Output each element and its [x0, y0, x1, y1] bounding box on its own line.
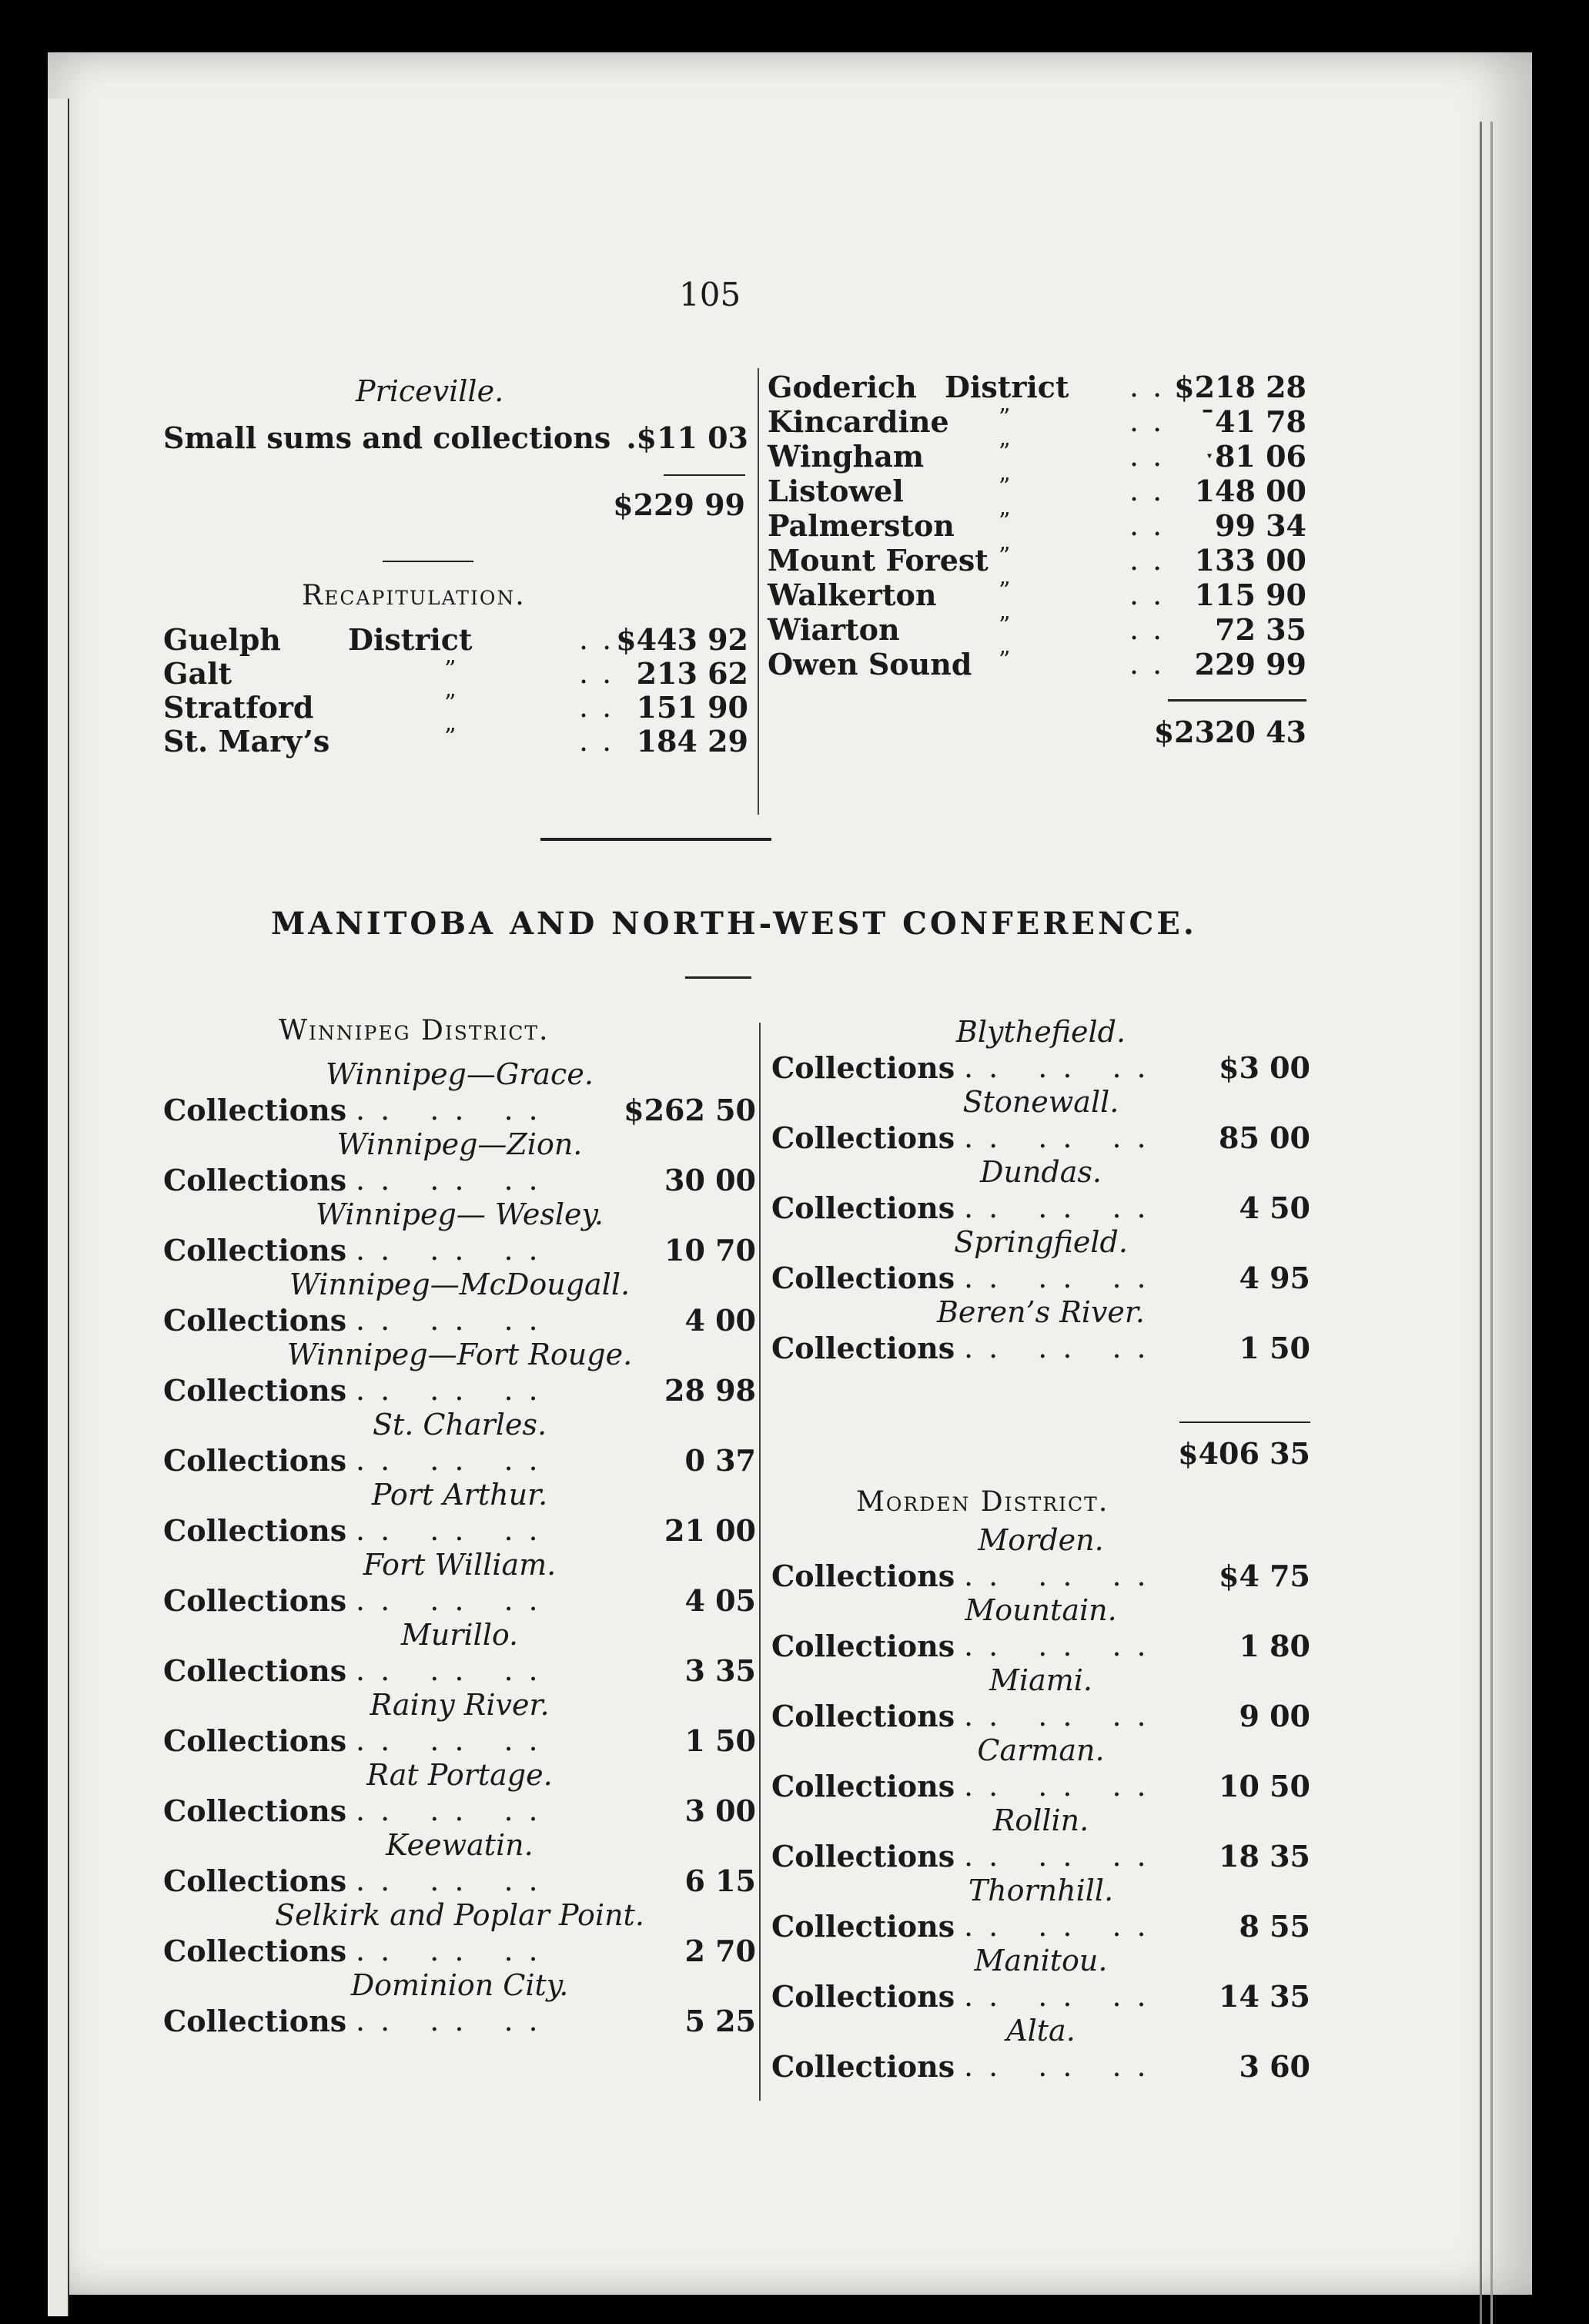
location-name: Beren’s River.	[937, 1295, 1145, 1329]
priceville-total: $229 99	[613, 487, 745, 522]
leader-dots: .. .. ..	[356, 1513, 554, 1547]
leader-dots: ..	[1129, 404, 1176, 438]
ditto-mark: ”	[444, 690, 457, 717]
amount: 4 95	[1239, 1261, 1310, 1295]
amount: 2 70	[684, 1934, 756, 1968]
leader-dots: .. .. ..	[356, 1793, 554, 1827]
collections-label: Collections	[771, 1769, 955, 1803]
location-name: Winnipeg— Wesley.	[316, 1197, 604, 1231]
location-name: Morden.	[978, 1523, 1104, 1557]
collection-line	[771, 1261, 1310, 1294]
collections-label: Collections	[163, 1653, 347, 1688]
conference-separator	[540, 838, 771, 841]
table-row	[768, 474, 1306, 507]
collection-entry	[771, 1295, 1310, 1366]
leader-dots: ..	[1129, 647, 1176, 681]
collections-label: Collections	[771, 1190, 955, 1225]
morden-district-title: Morden District.	[856, 1486, 1109, 1518]
page-number: 105	[679, 276, 741, 313]
amount: 10 70	[664, 1233, 756, 1267]
amount: 3 00	[684, 1793, 756, 1828]
section-rule	[383, 561, 473, 562]
ditto-mark: ”	[999, 612, 1011, 639]
collection-line	[771, 1190, 1310, 1224]
collection-entry	[163, 1618, 756, 1689]
amount: 4 50	[1239, 1190, 1310, 1225]
table-row	[163, 656, 748, 690]
amount: 85 00	[1219, 1120, 1310, 1155]
column-divider	[758, 368, 759, 815]
collections-label: Collections	[163, 1233, 347, 1267]
leader-dots: .. .. ..	[964, 1839, 1162, 1873]
amount: 30 00	[664, 1163, 756, 1197]
collection-line	[771, 1699, 1310, 1733]
collection-entry	[771, 1015, 1310, 1086]
location-name: Rollin.	[992, 1803, 1089, 1837]
location-name: Manitou.	[974, 1944, 1108, 1977]
collection-entry	[163, 1127, 756, 1198]
location-name: Rat Portage.	[366, 1758, 553, 1792]
leader-dots: ..	[579, 724, 626, 758]
leader-dots: .. .. ..	[964, 1120, 1162, 1154]
collection-line	[771, 1839, 1310, 1873]
location-name: Miami.	[989, 1663, 1092, 1697]
collection-entry	[771, 1523, 1310, 1594]
district-name: Kincardine	[768, 404, 949, 439]
location-name: Mountain.	[965, 1593, 1117, 1627]
column-divider	[759, 1023, 761, 2101]
leader-dots: .. .. ..	[964, 1331, 1162, 1365]
conference-title: MANITOBA AND NORTH-WEST CONFERENCE.	[271, 906, 1197, 942]
collection-entry	[771, 1225, 1310, 1296]
amount: 5 25	[684, 2004, 756, 2038]
collection-line	[771, 1629, 1310, 1663]
district-name: Wingham	[768, 439, 925, 474]
leader-dots: .. .. ..	[964, 1979, 1162, 2013]
location-name: Winnipeg—Grace.	[326, 1057, 594, 1091]
sum-rule	[664, 474, 745, 476]
ditto-mark: ”	[999, 474, 1011, 501]
collection-entry	[771, 1155, 1310, 1226]
amount: 3 35	[684, 1653, 756, 1688]
page-edge-line	[1490, 122, 1493, 2324]
amount: 10 50	[1219, 1769, 1310, 1803]
district-word: District	[348, 622, 473, 657]
collection-line	[163, 1864, 756, 1897]
collections-label: Collections	[163, 1864, 347, 1898]
amount: 9 00	[1239, 1699, 1310, 1733]
small-sums-amount: .$11 03	[626, 420, 748, 455]
collection-line	[771, 1050, 1310, 1084]
collection-line	[771, 2049, 1310, 2083]
location-name: Stonewall.	[962, 1085, 1119, 1119]
collections-label: Collections	[163, 1443, 347, 1478]
leader-dots: .. .. ..	[356, 1233, 554, 1267]
leader-dots: .. .. ..	[964, 1050, 1162, 1084]
location-name: Selkirk and Poplar Point.	[275, 1898, 644, 1932]
collections-label: Collections	[771, 1909, 955, 1944]
district-name: Walkerton	[768, 578, 937, 612]
collections-label: Collections	[771, 1261, 955, 1295]
leader-dots: ..	[1129, 612, 1176, 646]
district-name: Wiarton	[768, 612, 900, 647]
location-name: Winnipeg—McDougall.	[289, 1267, 631, 1301]
location-name: Murillo.	[400, 1618, 519, 1652]
grand-total: $2320 43	[1153, 715, 1306, 749]
ditto-mark: ”	[999, 508, 1011, 535]
amount: 0 37	[684, 1443, 756, 1478]
collection-entry	[163, 1478, 756, 1549]
collections-label: Collections	[771, 1979, 955, 2014]
collection-entry	[163, 1968, 756, 2039]
amount: 72 35	[1215, 612, 1306, 647]
collections-label: Collections	[771, 1331, 955, 1365]
location-name: Springfield.	[954, 1225, 1128, 1259]
location-name: Keewatin.	[386, 1828, 534, 1862]
leader-dots: .. .. ..	[964, 1559, 1162, 1592]
collections-label: Collections	[163, 1373, 347, 1408]
leader-dots: .. .. ..	[964, 2049, 1162, 2083]
collection-entry	[771, 1733, 1310, 1804]
collection-line	[163, 1163, 756, 1197]
collection-line	[163, 1233, 756, 1267]
collection-entry	[771, 1663, 1310, 1734]
leader-dots: .. .. ..	[356, 1934, 554, 1967]
ditto-mark: ”	[444, 724, 457, 751]
collections-label: Collections	[163, 1723, 347, 1758]
collection-line	[163, 1583, 756, 1617]
ditto-mark: ”	[999, 404, 1011, 431]
amount: 8 55	[1239, 1909, 1310, 1944]
amount: $262 50	[624, 1093, 756, 1127]
collection-entry	[163, 1338, 756, 1408]
amount: $443 92	[616, 622, 748, 657]
leader-dots: .. .. ..	[356, 1163, 554, 1197]
collection-line	[163, 1303, 756, 1337]
district-word: District	[945, 370, 1069, 404]
total-rule	[1168, 699, 1306, 702]
amount: 1 80	[1239, 1629, 1310, 1663]
collections-label: Collections	[163, 1934, 347, 1968]
small-sums-label: Small sums and collections	[163, 420, 611, 455]
winnipeg-total: $406 35	[1178, 1436, 1310, 1471]
ditto-mark: ”	[444, 656, 457, 683]
district-name: St. Mary’s	[163, 724, 330, 758]
winnipeg-total-row	[1141, 1436, 1310, 1470]
collections-label: Collections	[163, 1513, 347, 1548]
ditto-mark: ”	[999, 647, 1011, 674]
collection-entry	[163, 1688, 756, 1759]
collection-line	[771, 1909, 1310, 1943]
heading-rule	[685, 976, 751, 979]
amount: 4 05	[684, 1583, 756, 1618]
table-row	[768, 647, 1306, 681]
collection-entry	[771, 1944, 1310, 2014]
collection-entry	[163, 1408, 756, 1478]
location-name: Winnipeg—Zion.	[336, 1127, 583, 1161]
location-name: Winnipeg—Fort Rouge.	[286, 1338, 633, 1371]
table-row	[768, 543, 1306, 577]
collections-label: Collections	[163, 1163, 347, 1197]
amount: 148 00	[1194, 474, 1306, 508]
location-name: Dundas.	[980, 1155, 1102, 1189]
leader-dots: .. .. ..	[964, 1909, 1162, 1943]
collection-line	[771, 1979, 1310, 2013]
leader-dots: .. .. ..	[964, 1261, 1162, 1294]
collection-line	[163, 1093, 756, 1127]
table-row	[768, 508, 1306, 542]
collection-entry	[771, 1874, 1310, 1944]
collection-entry	[771, 2014, 1310, 2085]
table-row	[768, 404, 1306, 438]
district-name: Guelph	[163, 622, 281, 657]
collection-entry	[163, 1548, 756, 1619]
amount: 184 29	[636, 724, 748, 758]
collection-line	[163, 1443, 756, 1477]
leader-dots: .. .. ..	[356, 1653, 554, 1687]
collection-line	[771, 1120, 1310, 1154]
leader-dots: .. .. ..	[356, 2004, 554, 2038]
collections-label: Collections	[771, 1559, 955, 1593]
collection-line	[163, 1934, 756, 1967]
collections-label: Collections	[163, 1583, 347, 1618]
district-name: Palmerston	[768, 508, 955, 543]
amount: $3 00	[1219, 1050, 1310, 1085]
collection-line	[163, 1373, 756, 1407]
amount: 28 98	[664, 1373, 756, 1408]
priceville-title: Priceville.	[356, 374, 504, 408]
table-row	[768, 612, 1306, 646]
table-row	[163, 622, 748, 656]
amount: 1 50	[1239, 1331, 1310, 1365]
leader-dots: .. .. ..	[356, 1093, 554, 1127]
district-name: Stratford	[163, 690, 314, 725]
collections-label: Collections	[163, 2004, 347, 2038]
grand-total-row	[1126, 715, 1306, 748]
collections-label: Collections	[771, 1120, 955, 1155]
collections-label: Collections	[771, 2049, 955, 2084]
collections-label: Collections	[163, 1093, 347, 1127]
collection-entry	[163, 1267, 756, 1338]
scanned-page	[48, 52, 1532, 2295]
collection-line	[163, 1793, 756, 1827]
location-name: Carman.	[977, 1733, 1105, 1767]
leader-dots: .. .. ..	[356, 1864, 554, 1897]
priceville-total-row	[571, 487, 745, 521]
collection-entry	[163, 1828, 756, 1899]
leader-dots: .. .. ..	[964, 1769, 1162, 1803]
table-row	[163, 690, 748, 724]
collections-label: Collections	[771, 1699, 955, 1733]
location-name: Fort William.	[363, 1548, 557, 1582]
amount: 133 00	[1194, 543, 1306, 578]
location-name: Rainy River.	[370, 1688, 550, 1722]
amount: $4 75	[1219, 1559, 1310, 1593]
district-name: Mount Forest	[768, 543, 989, 578]
leader-dots: .. .. ..	[964, 1629, 1162, 1663]
collection-entry	[771, 1593, 1310, 1664]
leader-dots: .. .. ..	[356, 1303, 554, 1337]
collection-line	[771, 1331, 1310, 1365]
collections-label: Collections	[163, 1303, 347, 1338]
small-sums-row	[163, 420, 748, 454]
collection-line	[771, 1559, 1310, 1592]
amount: 99 34	[1215, 508, 1306, 543]
location-name: Blythefield.	[955, 1015, 1126, 1049]
leader-dots: .. .. ..	[356, 1583, 554, 1617]
amount: 229 99	[1194, 647, 1306, 681]
leader-dots: ..	[579, 690, 626, 724]
amount: 14 35	[1219, 1979, 1310, 2014]
collection-entry	[163, 1057, 756, 1128]
leader-dots: ..	[1129, 439, 1176, 473]
collection-entry	[163, 1758, 756, 1829]
table-row	[768, 578, 1306, 611]
leader-dots: .. .. ..	[964, 1699, 1162, 1733]
location-name: Port Arthur.	[371, 1478, 548, 1512]
leader-dots: ..	[579, 656, 626, 690]
binding-edge	[48, 99, 69, 2316]
district-name: Goderich	[768, 370, 917, 404]
recap-title: Recapitulation.	[302, 580, 526, 611]
collection-line	[163, 2004, 756, 2038]
table-row	[768, 370, 1306, 404]
location-name: Alta.	[1006, 2014, 1076, 2048]
collection-line	[771, 1769, 1310, 1803]
amount: ˉ41 78	[1200, 404, 1306, 439]
leader-dots: ..	[579, 622, 626, 656]
collection-line	[163, 1653, 756, 1687]
collection-entry	[771, 1803, 1310, 1874]
collections-label: Collections	[771, 1050, 955, 1085]
ditto-mark: ”	[999, 543, 1011, 570]
leader-dots: .. .. ..	[356, 1723, 554, 1757]
district-name: Owen Sound	[768, 647, 972, 681]
amount: 213 62	[636, 656, 748, 691]
collections-label: Collections	[163, 1793, 347, 1828]
leader-dots: ..	[1129, 370, 1176, 404]
collection-entry	[163, 1197, 756, 1268]
leader-dots: .. .. ..	[356, 1373, 554, 1407]
table-row	[163, 724, 748, 758]
page-edge-line	[1480, 122, 1482, 2324]
location-name: Thornhill.	[968, 1874, 1114, 1907]
district-name: Listowel	[768, 474, 904, 508]
ditto-mark: ”	[999, 578, 1011, 604]
leader-dots: ..	[1129, 508, 1176, 542]
collection-entry	[771, 1085, 1310, 1156]
leader-dots: ..	[1129, 543, 1176, 577]
collections-label: Collections	[771, 1839, 955, 1874]
leader-dots: ..	[1129, 578, 1176, 611]
amount: 115 90	[1194, 578, 1306, 612]
subtotal-rule	[1179, 1422, 1310, 1423]
winnipeg-district-title: Winnipeg District.	[279, 1015, 550, 1046]
amount: 1 50	[684, 1723, 756, 1758]
collection-entry	[163, 1898, 756, 1969]
amount: $218 28	[1174, 370, 1306, 404]
table-row	[768, 439, 1306, 473]
leader-dots: .. .. ..	[356, 1443, 554, 1477]
collection-line	[163, 1723, 756, 1757]
ditto-mark: ”	[999, 439, 1011, 466]
amount: 151 90	[636, 690, 748, 725]
amount: 6 15	[684, 1864, 756, 1898]
location-name: Dominion City.	[350, 1968, 569, 2002]
collection-line	[163, 1513, 756, 1547]
leader-dots: .. .. ..	[964, 1190, 1162, 1224]
amount: 18 35	[1219, 1839, 1310, 1874]
amount: ˑ81 06	[1203, 439, 1306, 474]
collections-label: Collections	[771, 1629, 955, 1663]
amount: 4 00	[684, 1303, 756, 1338]
leader-dots: ..	[1129, 474, 1176, 507]
location-name: St. Charles.	[372, 1408, 547, 1442]
district-name: Galt	[163, 656, 232, 691]
amount: 3 60	[1239, 2049, 1310, 2084]
amount: 21 00	[664, 1513, 756, 1548]
